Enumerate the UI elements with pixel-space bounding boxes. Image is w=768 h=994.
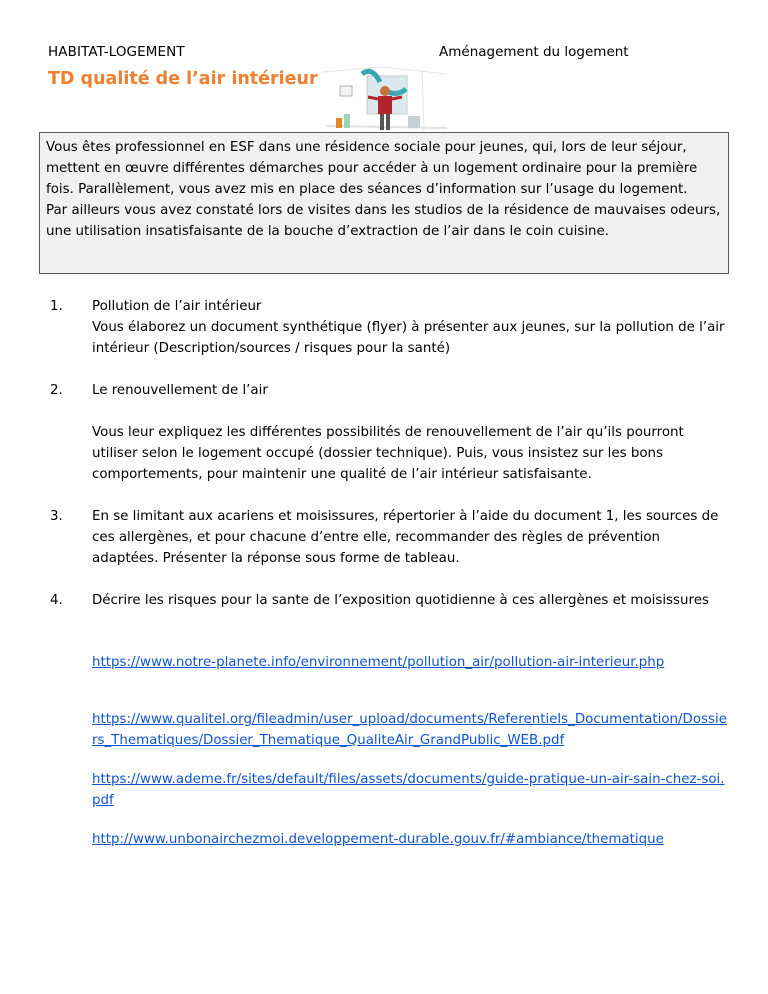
- question-number: 2.: [50, 383, 63, 398]
- question-body: Vous leur expliquez les différentes possibilités de renouvellement de l’air qu’ils pourront utiliser selon le logement occupé (dossier technique). Puis, vous insistez sur les bons comportements, pour maintenir une qualité de l’air intérieur satisfaisante.: [92, 425, 684, 482]
- question-2: [50, 380, 730, 485]
- link-qualitel[interactable]: https://www.qualitel.org/fileadmin/user_upload/documents/Referentiels_Documentation/Dossiers_Thematiques/Dossier_Thematique_QualiteAir_GrandPublic_WEB.pdf: [92, 712, 727, 748]
- question-number: 4.: [50, 593, 63, 608]
- scenario-paragraph-2: Par ailleurs vous avez constaté lors de visites dans les studios de la résidence de mauvaises odeurs, une utilisation insatisfaisante de la bouche d’extraction de l’air dans le coin cuisine.: [46, 203, 721, 239]
- question-heading: En se limitant aux acariens et moisissures, répertorier à l’aide du document 1, les sources de ces allergènes, et pour chacune d’entre elle, recommander des règles de prévention adaptées. Présenter la réponse sous forme de tableau.: [92, 509, 719, 566]
- topic-label: Aménagement du logement: [439, 44, 629, 60]
- page-title: TD qualité de l’air intérieur: [48, 69, 318, 89]
- question-heading: Le renouvellement de l’air: [92, 383, 268, 398]
- scenario-paragraph-1: Vous êtes professionnel en ESF dans une résidence sociale pour jeunes, qui, lors de leur séjour, mettent en œuvre différentes démarches pour accéder à un logement ordinaire pour la première fois. Parallèlement, vous avez mis en place des séances d’information sur l’usage du logement.: [46, 140, 698, 197]
- link-notre-planete[interactable]: https://www.notre-planete.info/environnement/pollution_air/pollution-air-interieur.php: [92, 655, 665, 670]
- question-number: 3.: [50, 509, 63, 524]
- person-opening-window-icon: [322, 62, 447, 134]
- link-unbonairchezmoi[interactable]: http://www.unbonairchezmoi.developpement-durable.gouv.fr/#ambiance/thematique: [92, 832, 664, 847]
- question-list: [50, 296, 730, 611]
- question-1: [50, 296, 730, 359]
- subject-label: HABITAT-LOGEMENT: [48, 44, 185, 60]
- question-4: [50, 590, 730, 611]
- question-heading: Décrire les risques pour la sante de l’exposition quotidienne à ces allergènes et moisissures: [92, 593, 709, 608]
- reference-links: [92, 652, 732, 850]
- question-3: [50, 506, 730, 569]
- question-body: Vous élaborez un document synthétique (flyer) à présenter aux jeunes, sur la pollution de l’air intérieur (Description/sources / risques pour la santé): [92, 320, 725, 356]
- question-heading: Pollution de l’air intérieur: [92, 299, 262, 314]
- scenario-box: [39, 132, 729, 274]
- question-number: 1.: [50, 299, 63, 314]
- link-ademe[interactable]: https://www.ademe.fr/sites/default/files/assets/documents/guide-pratique-un-air-sain-chez-soi.pdf: [92, 772, 725, 808]
